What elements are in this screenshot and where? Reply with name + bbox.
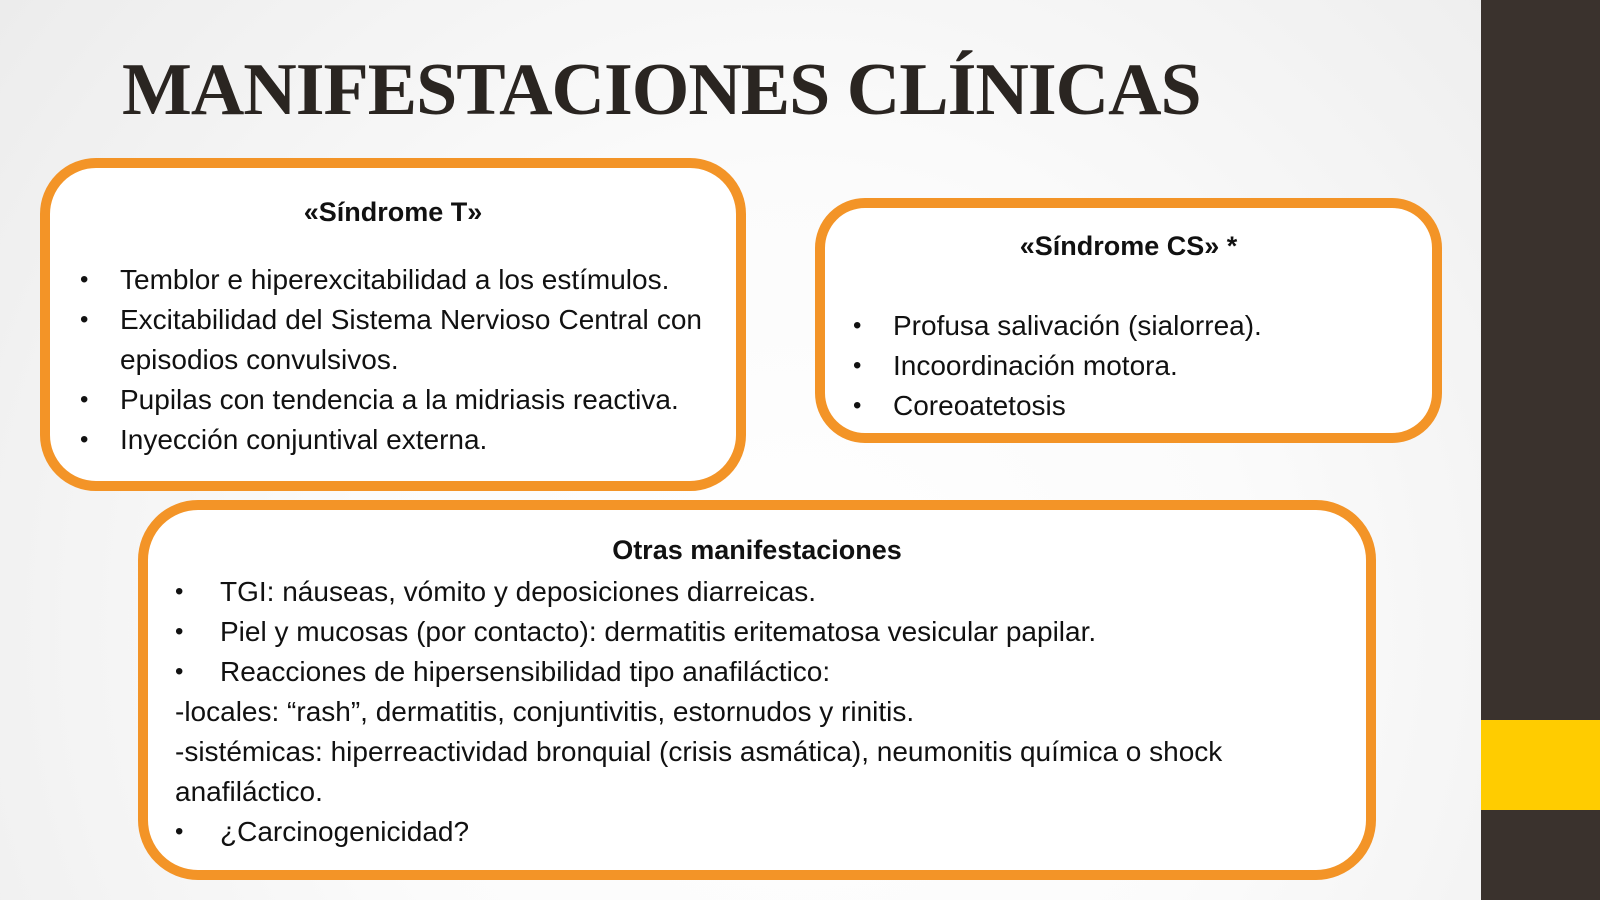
- sindrome-t-heading: «Síndrome T»: [303, 197, 483, 227]
- otras-manifestaciones-body: [175, 572, 1336, 852]
- list-item: [80, 300, 702, 380]
- list-item-text: Pupilas con tendencia a la midriasis reactiva.: [120, 384, 679, 415]
- list-item: [80, 260, 702, 300]
- list-item-text: Incoordinación motora.: [893, 350, 1178, 381]
- list-item-text: TGI: náuseas, vómito y deposiciones diarreicas.: [220, 576, 817, 607]
- list-item: [853, 386, 1412, 426]
- list-item: [80, 380, 702, 420]
- sub-line-locales: -locales: “rash”, dermatitis, conjuntivitis, estornudos y rinitis.: [175, 696, 915, 727]
- list-item-text: Inyección conjuntival externa.: [120, 424, 488, 455]
- slide-title: MANIFESTACIONES CLÍNICAS: [122, 49, 1201, 131]
- otras-manifestaciones-heading: Otras manifestaciones: [612, 535, 902, 565]
- otras-list: [175, 572, 1336, 692]
- otras-list-final: [175, 812, 1336, 852]
- list-item-text: Temblor e hiperexcitabilidad a los estímulos.: [120, 264, 670, 295]
- bullet-icon: •: [853, 352, 862, 379]
- bullet-icon: •: [853, 312, 862, 339]
- list-item-text: Excitabilidad del Sistema Nervioso Central con episodios convulsivos.: [120, 304, 702, 375]
- sub-line-sistemicas: -sistémicas: hiperreactividad bronquial (crisis asmática), neumonitis química o shock anafiláctico.: [175, 736, 1223, 807]
- bullet-icon: •: [80, 426, 89, 453]
- list-item: [853, 306, 1412, 346]
- list-item: [175, 812, 1336, 852]
- list-item: [175, 572, 1336, 612]
- bullet-icon: •: [80, 306, 89, 333]
- list-item-text: ¿Carcinogenicidad?: [220, 816, 470, 847]
- list-item: [175, 652, 1336, 692]
- bullet-icon: •: [80, 386, 89, 413]
- sindrome-cs-box: [815, 198, 1442, 443]
- list-item-text: Profusa salivación (sialorrea).: [893, 310, 1262, 341]
- list-item-text: Coreoatetosis: [893, 390, 1066, 421]
- list-item: [853, 346, 1412, 386]
- sindrome-t-list: [80, 260, 702, 460]
- bullet-icon: •: [175, 578, 184, 605]
- list-item-text: Reacciones de hipersensibilidad tipo anafiláctico:: [220, 656, 831, 687]
- bullet-icon: •: [80, 266, 89, 293]
- sindrome-cs-heading: «Síndrome CS» *: [1019, 231, 1238, 261]
- list-item: [175, 612, 1336, 652]
- list-item-text: Piel y mucosas (por contacto): dermatitis eritematosa vesicular papilar.: [220, 616, 1097, 647]
- otras-manifestaciones-box: [138, 500, 1376, 880]
- side-accent-block: [1481, 720, 1600, 810]
- bullet-icon: •: [175, 818, 184, 845]
- sindrome-cs-list: [853, 306, 1412, 426]
- bullet-icon: •: [853, 392, 862, 419]
- bullet-icon: •: [175, 618, 184, 645]
- list-item: [80, 420, 702, 460]
- bullet-icon: •: [175, 658, 184, 685]
- sindrome-t-box: [40, 158, 746, 491]
